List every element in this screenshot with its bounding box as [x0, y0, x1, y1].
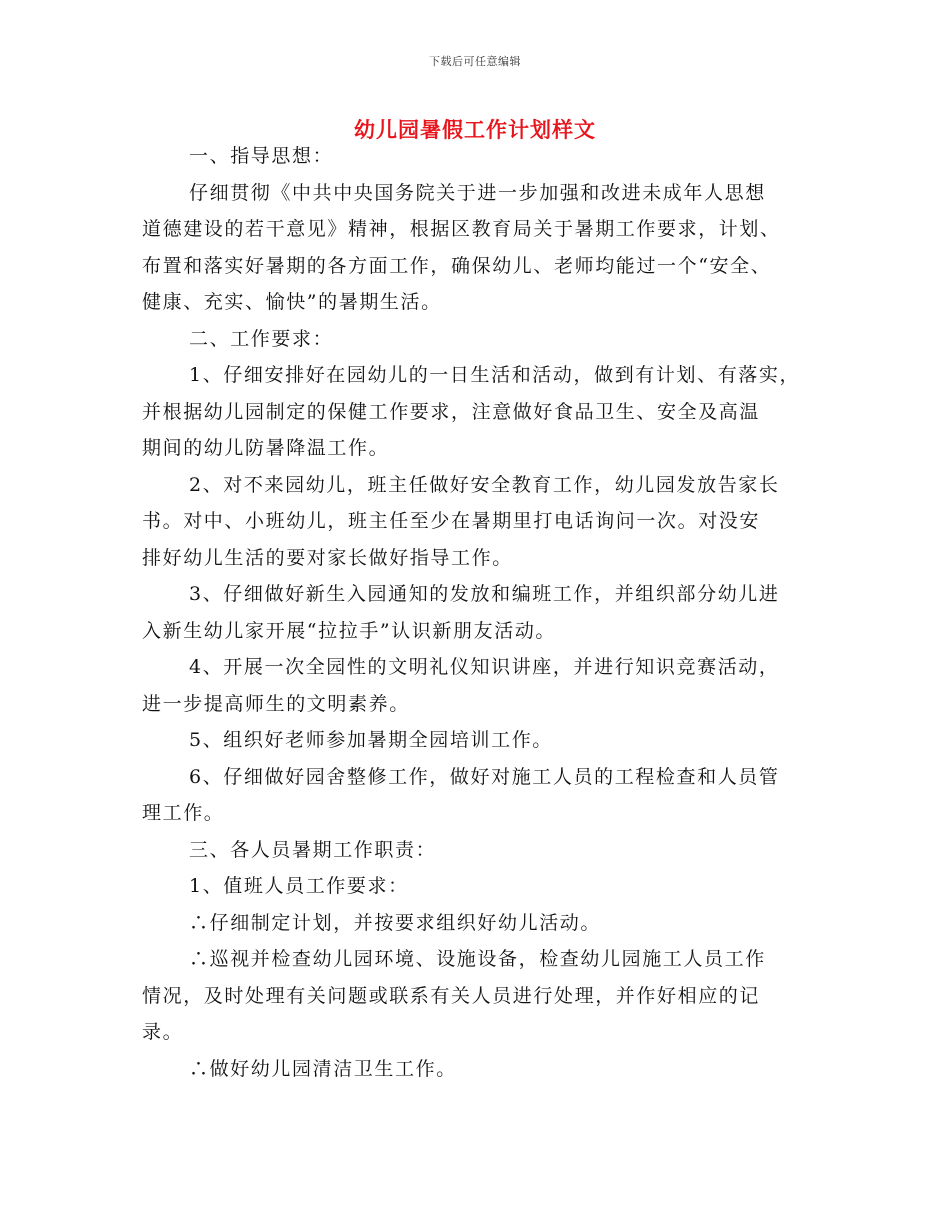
body-line: 入新生幼儿家开展“拉拉手”认识新朋友活动。 [142, 619, 557, 642]
document-body [142, 138, 822, 1087]
body-line: ∴做好幼儿园清洁卫生工作。 [189, 1057, 457, 1080]
body-line: 排好幼儿生活的要对家长做好指导工作。 [142, 546, 513, 569]
body-line: 1、仔细安排好在园幼儿的一日生活和活动，做到有计划、有落实， [189, 364, 801, 386]
body-line: 6、仔细做好园舍整修工作，做好对施工人员的工程检查和人员管 [189, 765, 780, 788]
body-line: 4、开展一次全园性的文明礼仪知识讲座，并进行知识竞赛活动， [189, 656, 780, 678]
body-line: 1、值班人员工作要求： [189, 875, 409, 897]
body-line: 3、仔细做好新生入园通知的发放和编班工作，并组织部分幼儿进 [189, 583, 780, 605]
body-line: 期间的幼儿防暑降温工作。 [142, 437, 390, 459]
body-line: 一、指导思想： [189, 145, 334, 167]
body-line: 理工作。 [142, 802, 225, 824]
document-title: 幼儿园暑假工作计划样文 [354, 117, 596, 142]
body-line: 进一步提高师生的文明素养。 [142, 692, 410, 715]
body-line: 布置和落实好暑期的各方面工作，确保幼儿、老师均能过一个“安全、 [142, 254, 772, 277]
body-line: ∴巡视并检查幼儿园环境、设施设备，检查幼儿园施工人员工作 [189, 948, 766, 970]
body-line: 5、组织好老师参加暑期全园培训工作。 [189, 729, 553, 751]
body-line: 健康、充实、愉快”的暑期生活。 [142, 291, 442, 313]
body-line: 并根据幼儿园制定的保健工作要求，注意做好食品卫生、安全及高温 [142, 400, 761, 423]
body-line: 书。对中、小班幼儿，班主任至少在暑期里打电话询问一次。对没安 [142, 510, 761, 532]
body-line: 二、工作要求： [189, 327, 334, 350]
body-line: 录。 [142, 1021, 184, 1043]
body-line: 道德建设的若干意见》精神，根据区教育局关于暑期工作要求，计划、 [142, 218, 781, 240]
body-line: 仔细贯彻《中共中央国务院关于进一步加强和改进未成年人思想 [189, 181, 766, 204]
body-line: 2、对不来园幼儿，班主任做好安全教育工作，幼儿园发放告家长 [189, 473, 780, 496]
body-line: 三、各人员暑期工作职责： [189, 838, 437, 861]
page-header-note: 下载后可任意编辑 [429, 55, 521, 68]
body-line: 情况，及时处理有关问题或联系有关人员进行处理，并作好相应的记 [142, 984, 761, 1007]
body-line: ∴仔细制定计划，并按要求组织好幼儿活动。 [189, 911, 602, 934]
